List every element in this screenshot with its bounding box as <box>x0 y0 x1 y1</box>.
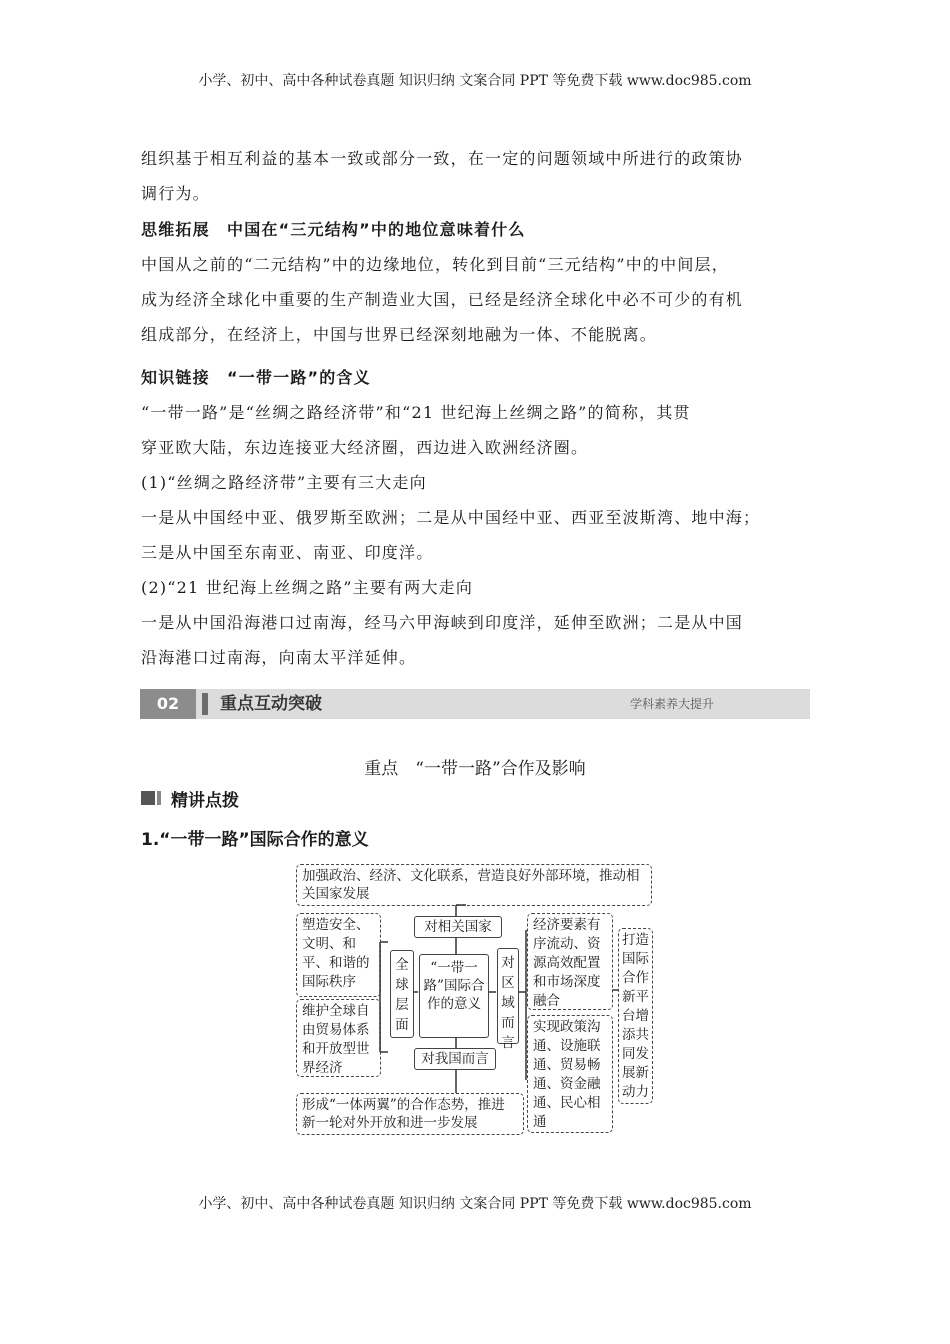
center-box: “一带一路”国际合作的意义 <box>419 954 489 1038</box>
knowledge-title: 知识链接 “一带一路”的含义 <box>141 368 371 387</box>
knowledge-subtitle: (2)“21 世纪海上丝绸之路”主要有两大走向 <box>141 578 474 597</box>
intro-line: 调行为。 <box>141 184 210 203</box>
page-header: 小学、初中、高中各种试卷真题 知识归纳 文案合同 PPT 等免费下载 www.doc985.com <box>198 73 752 89</box>
thinking-line: 中国从之前的“二元结构”中的边缘地位，转化到目前“三元结构”中的中间层， <box>141 255 729 274</box>
section-center-title: 重点 “一带一路”合作及影响 <box>364 759 586 779</box>
right-box-market: 经济要素有序流动、资源高效配置和市场深度融合 <box>527 913 613 1010</box>
thinking-title: 思维拓展 中国在“三元结构”中的地位意味着什么 <box>141 220 526 239</box>
right-box-connectivity: 实现政策沟通、设施联通、贸易畅通、资金融通、民心相通 <box>527 1015 613 1133</box>
left-box-trade: 维护全球自由贸易体系和开放型世界经济 <box>296 999 381 1077</box>
left-box-order: 塑造安全、文明、和平、和谐的国际秩序 <box>296 913 381 997</box>
knowledge-line: 一是从中国沿海港口过南海，经马六甲海峡到印度洋，延伸至欧洲；二是从中国 <box>141 613 744 632</box>
regional-box: 对区域而言 <box>497 948 519 1044</box>
thinking-line: 成为经济全球化中重要的生产制造业大国，已经是经济全球化中必不可少的有机 <box>141 290 744 309</box>
global-level-box: 全球层面 <box>390 950 414 1038</box>
intro-line: 组织基于相互利益的基本一致或部分一致，在一定的问题领域中所进行的政策协 <box>141 149 744 168</box>
knowledge-line: “一带一路”是“丝绸之路经济带”和“21 世纪海上丝绸之路”的简称，其贯 <box>141 403 691 422</box>
item-title: 1.“一带一路”国际合作的意义 <box>141 830 369 850</box>
thinking-line: 组成部分，在经济上，中国与世界已经深刻地融为一体、不能脱离。 <box>141 325 658 344</box>
knowledge-line: 三是从中国至东南亚、南亚、印度洋。 <box>141 543 434 562</box>
knowledge-line: 一是从中国经中亚、俄罗斯至欧洲；二是从中国经中亚、西亚至波斯湾、地中海； <box>141 508 761 527</box>
banner-tag: 学科素养大提升 <box>629 697 714 711</box>
page-footer: 小学、初中、高中各种试卷真题 知识归纳 文案合同 PPT 等免费下载 www.doc985.com <box>198 1196 752 1212</box>
section-number: 02 <box>140 689 196 719</box>
far-right-box: 打造国际合作新平台增添共同发展新动力 <box>618 928 653 1104</box>
top-box: 加强政治、经济、文化联系，营造良好外部环境，推动相关国家发展 <box>296 864 652 906</box>
knowledge-line: 穿亚欧大陆，东边连接亚大经济圈，西边进入欧洲经济圈。 <box>141 438 589 457</box>
for-countries-box: 对相关国家 <box>414 916 502 938</box>
bottom-box: 形成“一体两翼”的合作态势，推进新一轮对外开放和进一步发展 <box>296 1093 524 1135</box>
banner-title: 重点互动突破 <box>220 694 322 714</box>
sub-title: 精讲点拨 <box>171 790 239 811</box>
for-china-box: 对我国而言 <box>414 1048 496 1070</box>
knowledge-line: 沿海港口过南海，向南太平洋延伸。 <box>141 648 417 667</box>
knowledge-subtitle: (1)“丝绸之路经济带”主要有三大走向 <box>141 473 427 492</box>
